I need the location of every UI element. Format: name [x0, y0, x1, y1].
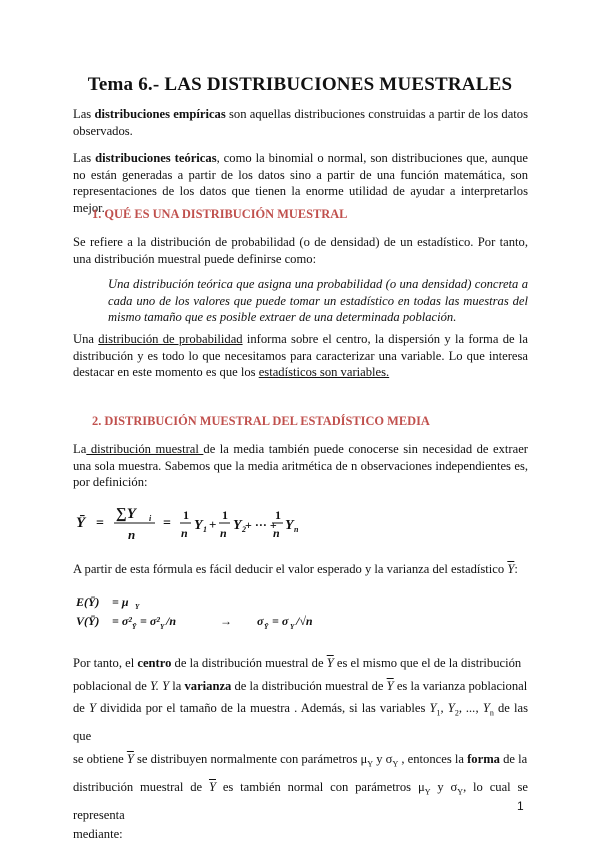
- expectation-rhs: = μ: [112, 595, 129, 609]
- text: de la: [499, 751, 528, 766]
- italic-var: Y: [429, 701, 437, 715]
- bold-term: forma: [467, 751, 500, 766]
- paragraph-esperado: [73, 561, 528, 578]
- italic-var: Y. Y: [149, 678, 170, 693]
- sigma-sub: Ȳ: [264, 623, 269, 631]
- sigma-symbol: σ: [385, 751, 393, 766]
- page-number: 1: [517, 799, 524, 813]
- text: la: [169, 678, 185, 693]
- line-2: [73, 675, 528, 698]
- sigma-tail: /√n: [296, 614, 313, 628]
- subscript: 2: [454, 708, 459, 718]
- bold-term: distribuciones empíricas: [94, 107, 226, 121]
- line-4: [73, 748, 528, 776]
- expectation-variance-formula: [74, 594, 334, 634]
- numerator-1: 1: [183, 508, 189, 522]
- expectation-sub: Y: [135, 603, 140, 611]
- expectation-lhs: E(Ȳ): [76, 595, 100, 609]
- text: de la distribución muestral de: [171, 656, 327, 670]
- text: A partir de esta fórmula es fácil deducir el valor esperado y la varianza del estadístico: [73, 562, 508, 576]
- variance-lhs: V(Ȳ): [76, 614, 100, 628]
- yn-symbol: Y: [285, 518, 294, 533]
- text: , como la binomial o normal, son distribuciones que, aunque no están generadas a partir de los datos sino a partir de una función matemática, son representaciones de los datos que tienen la enorme utilidad de ayudar a interpretarlos mejor.: [73, 151, 528, 215]
- variance-tail: /n: [166, 614, 177, 628]
- subscript: Y: [424, 787, 431, 797]
- denominator-n: n: [273, 526, 280, 540]
- text: de: [73, 701, 90, 715]
- y1-subscript: 1: [203, 525, 207, 534]
- paragraph-empiricas: [73, 106, 528, 139]
- variance-rhs: = σ²: [112, 614, 132, 628]
- y-bar-inline: $\overline{Y}$: [208, 779, 216, 794]
- bold-term: distribuciones teóricas: [95, 151, 217, 165]
- y-bar-symbol: Ȳ: [76, 515, 86, 531]
- text: , lo cual se representa: [73, 779, 529, 822]
- line-6: mediante:: [73, 827, 123, 842]
- bold-term: centro: [137, 656, 172, 670]
- text: La: [73, 442, 87, 456]
- sigma-sub2: Y: [290, 623, 295, 631]
- text: dividida por el tamaño de la muestra . Además, si las variables: [96, 701, 430, 715]
- subscript: Y: [392, 759, 399, 769]
- bold-term: varianza: [184, 678, 232, 693]
- paragraph-conclusion: [73, 652, 528, 842]
- line-1: [73, 652, 528, 675]
- text: poblacional de: [73, 678, 150, 693]
- subscript: Y: [457, 787, 464, 797]
- text: , entonces la: [398, 751, 468, 766]
- y-bar-inline: $\overline{Y}$: [126, 751, 134, 766]
- y-bar-inline: $\overline{Y}$: [507, 562, 515, 576]
- paragraph-probabilidad: [73, 331, 528, 381]
- underlined-term: distribución muestral: [86, 442, 204, 456]
- y2-subscript: 2: [242, 525, 246, 534]
- italic-var: , Y: [440, 701, 455, 715]
- text: es también normal con parámetros: [215, 779, 418, 794]
- sigma-lhs: σ: [257, 614, 264, 628]
- text: de las que: [73, 701, 528, 744]
- text: de la media también puede conocerse sin necesidad de extraer una sola muestra. Sabemos que la media aritmética de n observaciones independientes es, por definición:: [73, 442, 528, 489]
- text: se distribuyen normalmente con parámetros: [133, 751, 361, 766]
- text: distribución muestral de: [73, 779, 209, 794]
- y1-symbol: Y: [194, 518, 203, 533]
- variance-sub: Ȳ: [132, 623, 137, 631]
- text: y: [430, 779, 451, 794]
- mean-formula: [72, 500, 302, 544]
- section-heading-2: 2. DISTRIBUCIÓN MUESTRAL DEL ESTADÍSTICO MEDIA: [92, 414, 430, 428]
- text: Una: [73, 332, 99, 346]
- text: es la varianza poblacional: [393, 678, 528, 693]
- paragraph-definicion: Se refiere a la distribución de probabilidad (o de densidad) de un estadístico. Por tanto, una distribución muestral puede definirse como:: [73, 235, 528, 266]
- subscript: 1: [436, 708, 441, 718]
- equals-sign: =: [96, 516, 104, 531]
- denominator-2: n: [220, 526, 227, 540]
- y-bar-inline: $\overline{Y}$: [326, 656, 334, 670]
- y-bar-inline: $\overline{Y}$: [386, 678, 394, 693]
- italic-var: , ..., Y: [458, 701, 490, 715]
- text: Por tanto, el: [73, 656, 138, 670]
- section-heading-1: 1. QUÉ ES UNA DISTRIBUCIÓN MUESTRAL: [92, 207, 348, 221]
- numerator-2: 1: [222, 508, 228, 522]
- subscript: n: [489, 708, 494, 718]
- text: de la distribución muestral de: [231, 678, 387, 693]
- text: informa sobre el centro, la dispersión y la forma de la distribución y es todo lo que necesitamos para caracterizar una variable. Lo que interesa destacar en este momento es que los: [73, 332, 528, 379]
- denominator: n: [128, 527, 136, 542]
- sum-symbol: ∑Y: [116, 506, 136, 522]
- text: son aquellas distribuciones construidas a partir de los datos observados.: [73, 107, 528, 138]
- arrow-icon: →: [220, 614, 232, 628]
- definition-quote: Una distribución teórica que asigna una probabilidad (o una densidad) concreta a cada uno de los valores que puede tomar un estadístico en todas las muestras del mismo tamaño que es posible extraer de una determinada población.: [108, 277, 528, 324]
- subscript: Y: [367, 759, 374, 769]
- text: :: [514, 562, 518, 576]
- y2-symbol: Y: [233, 518, 242, 533]
- plus-sign: +: [209, 517, 217, 532]
- variance-sub2: Y: [160, 623, 165, 631]
- line-5: [73, 776, 528, 827]
- italic-var: Y: [89, 701, 97, 715]
- denominator-1: n: [181, 526, 188, 540]
- text: se obtiene: [73, 751, 127, 766]
- mu-symbol: μ: [360, 751, 368, 766]
- ellipsis-sum: + ··· +: [245, 518, 277, 532]
- page-title: Tema 6.- LAS DISTRIBUCIONES MUESTRALES: [87, 74, 513, 95]
- text: Las: [73, 151, 96, 165]
- paragraph-media: [73, 441, 528, 491]
- text: Las: [73, 107, 95, 121]
- underlined-term: estadísticos son variables.: [258, 365, 390, 379]
- equals-sign-2: =: [163, 516, 171, 531]
- text: es el mismo que el de la distribución: [333, 656, 522, 670]
- sum-subscript: i: [149, 514, 152, 523]
- mu-symbol: μ: [417, 779, 425, 794]
- numerator-n: 1: [275, 508, 281, 522]
- line-3: [73, 697, 528, 748]
- yn-subscript: n: [294, 525, 299, 534]
- variance-rhs2: = σ²: [140, 614, 160, 628]
- sigma-symbol: σ: [450, 779, 458, 794]
- sigma-rhs: = σ: [272, 614, 289, 628]
- text: y: [373, 751, 386, 766]
- underlined-term: distribución de probabilidad: [98, 332, 243, 346]
